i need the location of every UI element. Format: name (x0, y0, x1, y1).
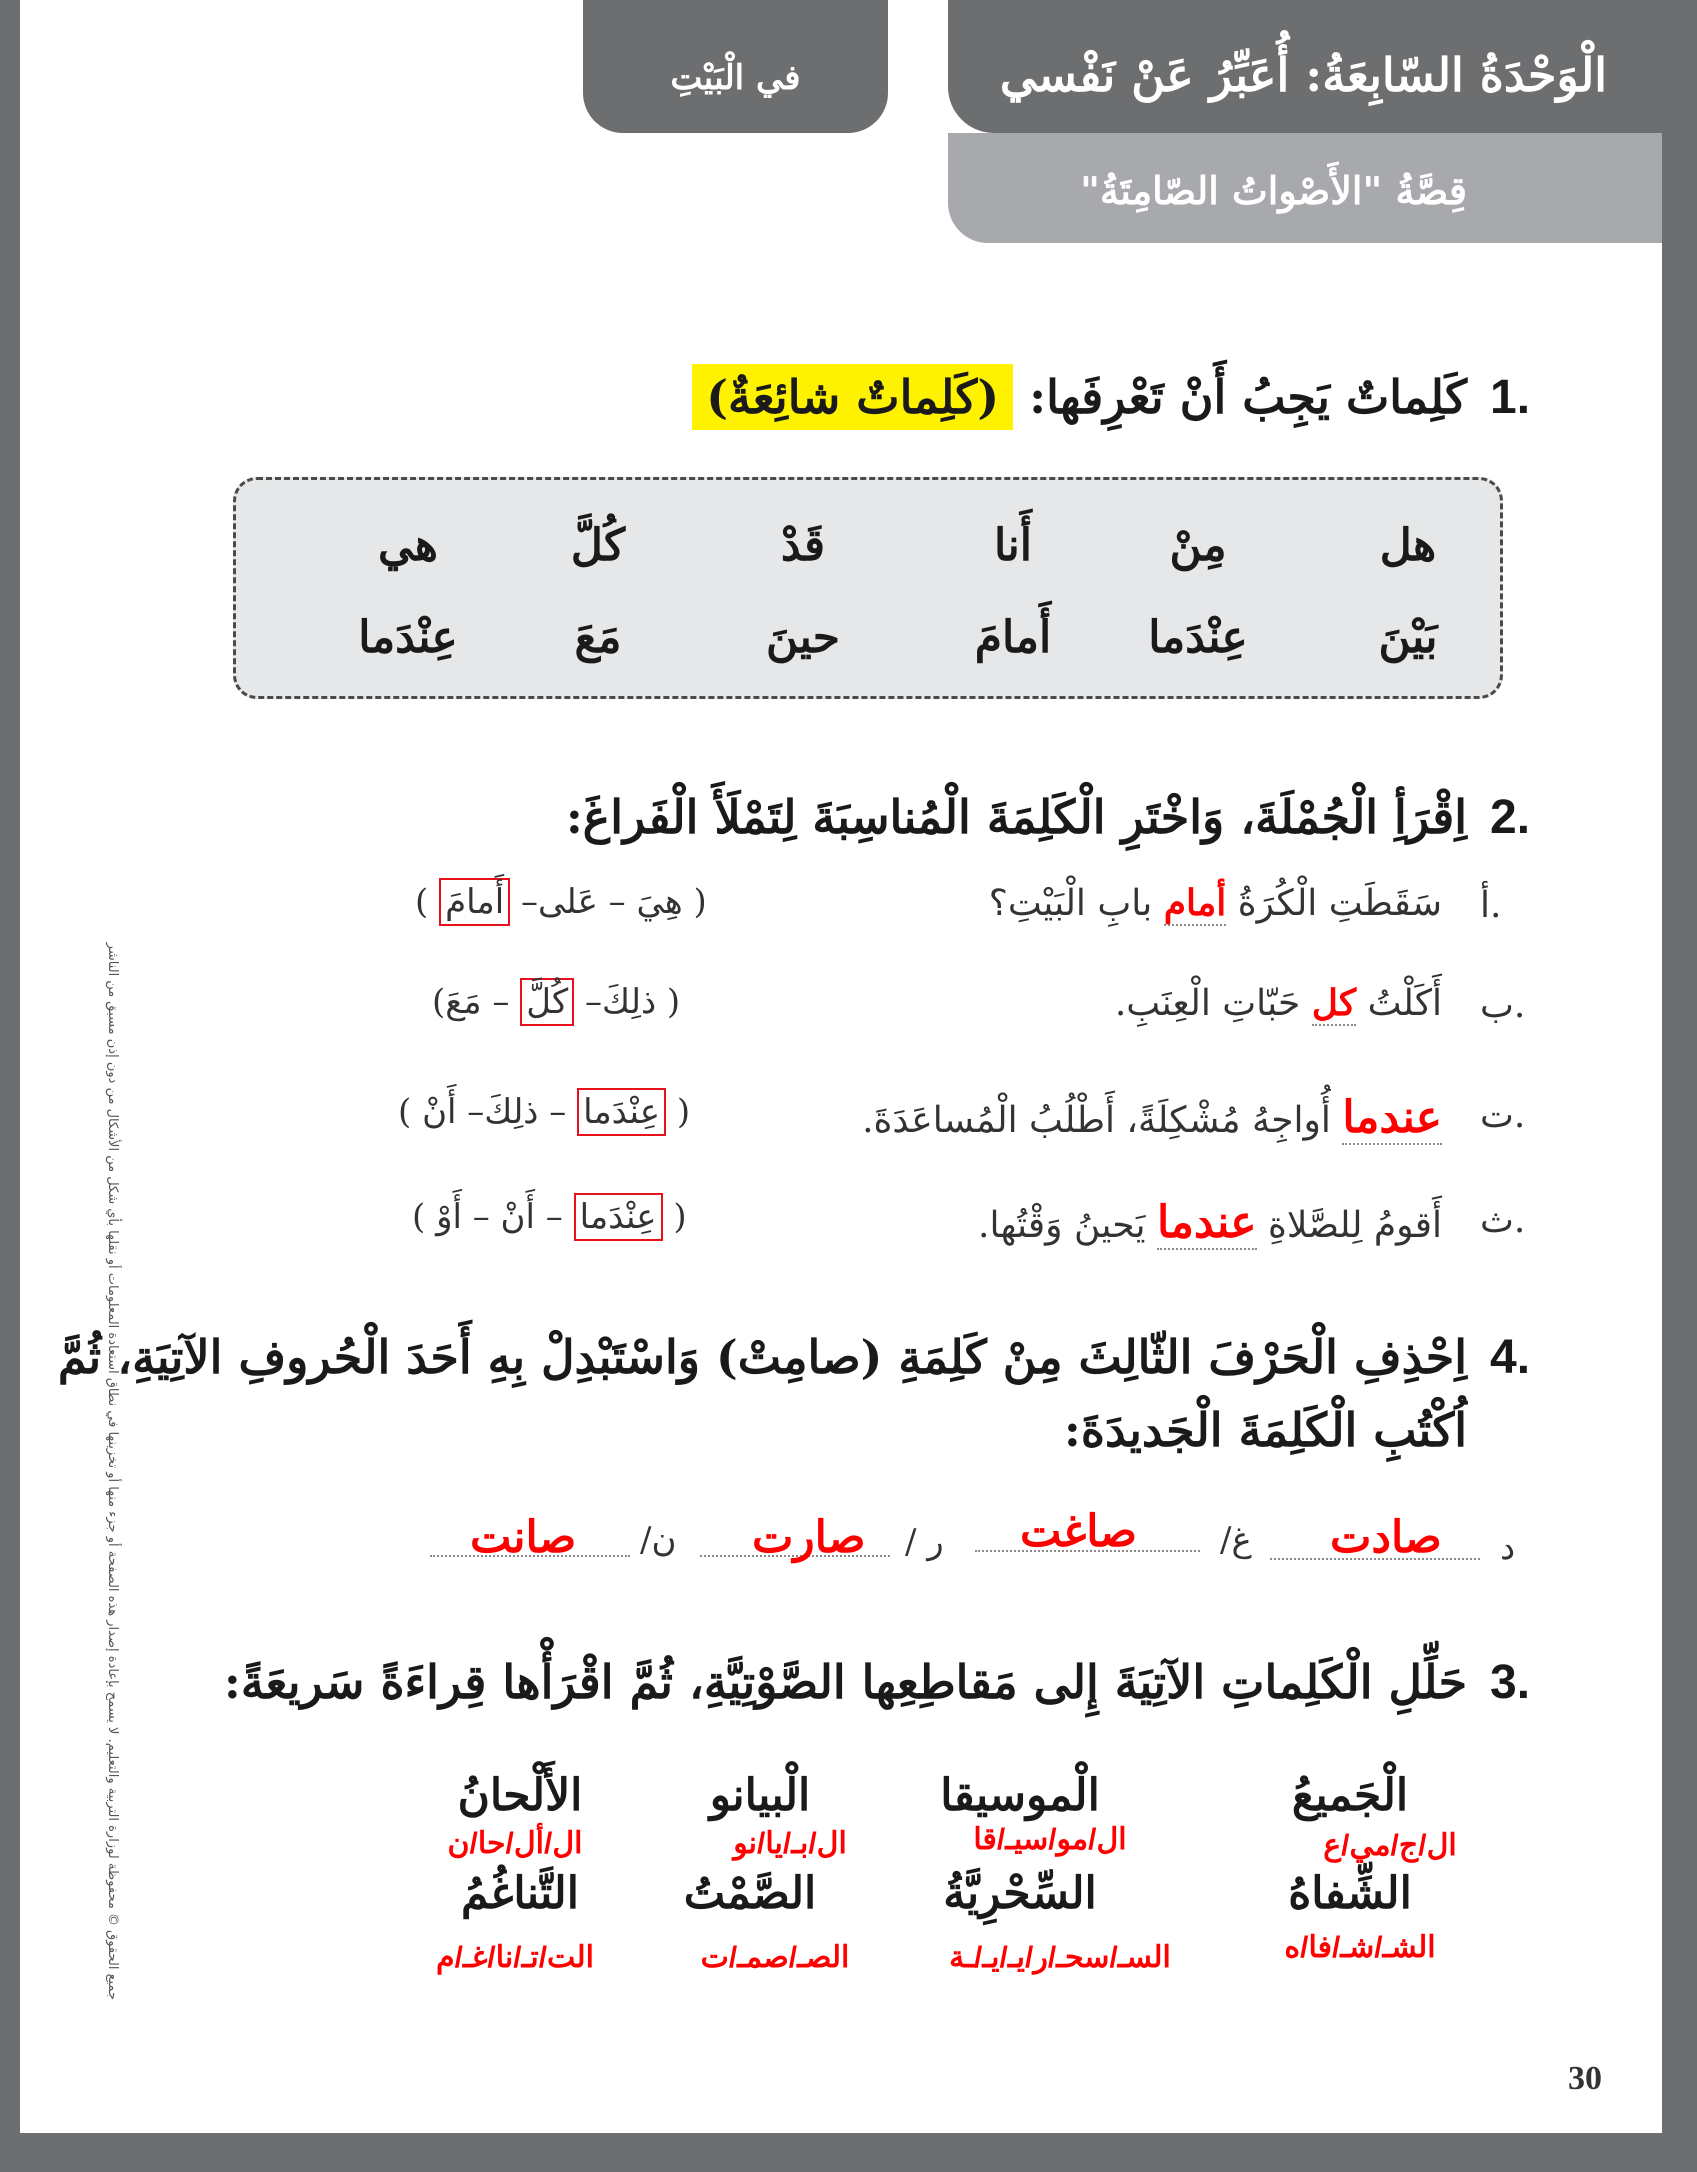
q2a-after: بابِ الْبَيْتِ؟ (988, 883, 1153, 924)
q2a-before: سَقَطَتِ الْكُرَةُ (1237, 883, 1442, 924)
right-border (1662, 0, 1697, 2172)
q2d-opt-close: – أَنْ – أَوْ ) (412, 1197, 563, 1237)
q4-letter-d: د (1500, 1528, 1516, 1568)
q2a-answer: أمام (1163, 882, 1227, 923)
q2d-options (412, 1197, 687, 1237)
q2c-letter: ت. (1480, 1095, 1526, 1136)
q4-line1: اِحْذِفِ الْحَرْفَ الثّالِثَ مِنْ كَلِمَةِ (صامِتْ) وَاسْتَبْدِلْ بِهِ أَحَدَ الْحُروفِ الآتِيَةِ، ثُمَّ (57, 1330, 1467, 1384)
word-kull: كُلَّ (570, 520, 626, 571)
q3-word-5: الشِّفاهُ (1288, 1868, 1412, 1919)
copyright-note: جميع الحقوق © محفوظة لوزارة التربية والتعليم. لا يسمح بإعادة إصدار هذه الصفحة أو جزء منها أو تخزينها في نطاق استعادة المعلومات أو نقلها بأي شكل من الأشكال من دون إذن مسبق من الناشر (105, 942, 120, 2000)
story-title: قِصَّةُ "الأَصْواتُ الصّامِتَةُ" (1080, 168, 1467, 213)
q2b-opt-selected[interactable]: كُلَّ (520, 978, 574, 1026)
q2c-answer: عندما (1342, 1093, 1442, 1142)
q2b-opt-open: ( ذلِكَ– (584, 982, 681, 1022)
q2d-sentence (978, 1197, 1442, 1250)
q3-number: 3. (1490, 1656, 1531, 1709)
q1-text: كَلِماتٌ يَجِبُ أَنْ تَعْرِفَها: (1029, 370, 1467, 424)
q3-syllables-5: الشـ/شـ/فا/ه (1284, 1931, 1436, 1964)
left-border (0, 0, 20, 2172)
unit-title: الْوَحْدَةُ السّابِعَةُ: أُعَبِّرُ عَنْ نَفْسي (999, 48, 1607, 102)
q3-word-6: السِّحْرِيَّةُ (943, 1868, 1097, 1919)
q2a-opt-selected[interactable]: أَمامَ (439, 878, 510, 926)
q2a-blank[interactable] (1164, 882, 1227, 926)
q2b-answer: كل (1311, 982, 1357, 1023)
word-min: مِنْ (1169, 520, 1227, 571)
q4-letter-gh: /غ (1220, 1520, 1252, 1560)
q2b-opt-close: – مَعَ) (432, 982, 510, 1022)
q2d-after: يَحينُ وَقْتُها. (978, 1205, 1146, 1246)
word-hina: حينَ (766, 612, 840, 663)
q4-letter-r: / ر (905, 1522, 944, 1562)
word-indama-2: عِنْدَما (358, 612, 458, 663)
q4-answer-3: صارت (752, 1513, 866, 1562)
word-ana: أَنا (994, 520, 1032, 571)
q3-syllables-8: الت/تـ/نا/غـ/م (436, 1941, 594, 1974)
word-hal: هل (1379, 520, 1437, 571)
q2b-blank[interactable] (1312, 982, 1356, 1026)
page-number: 30 (1568, 2060, 1602, 2097)
q4-line2: اُكْتُبِ الْكَلِمَةَ الْجَديدَةَ: (1063, 1403, 1467, 1457)
q3-syllables-2: ال/مو/سيـ/قا (973, 1823, 1127, 1856)
q3-syllables-6: السـ/سحـ/ر/يـ/يـ/ـة (949, 1941, 1171, 1974)
q4-answer-4: صانت (470, 1513, 577, 1562)
q2b-after: حَبّاتِ الْعِنَبِ. (1114, 983, 1301, 1024)
q3-text: حَلِّلِ الْكَلِماتِ الآتِيَةَ إِلى مَقاطِعِها الصَّوْتِيَّةِ، ثُمَّ اقْرَأْها قِراءَةً سَريعَةً: (223, 1655, 1467, 1709)
q2d-before: أَقومُ لِلصَّلاةِ (1268, 1205, 1442, 1246)
q2a-letter: أ. (1480, 885, 1502, 926)
q2d-opt-open: ( (673, 1197, 687, 1237)
q2c-opt-close: – ذلِكَ– أَنْ ) (398, 1092, 567, 1132)
q2c-opt-open: ( (676, 1092, 691, 1132)
q3-syllables-4: ال/أل/حا/ن (447, 1827, 583, 1860)
q2c-blank[interactable] (1342, 1092, 1442, 1145)
q2d-opt-selected[interactable]: عِنْدَما (574, 1193, 663, 1241)
q4-letter-n: /ن (640, 1520, 677, 1560)
q3-syllables-3: ال/بـ/يا/نو (733, 1827, 847, 1860)
q3-word-3: الْبيانو (709, 1770, 811, 1821)
q1-number: 1. (1490, 371, 1531, 424)
q2a-options (415, 882, 707, 922)
common-words-box (233, 477, 1503, 699)
q4-answer-2: صاغت (1020, 1507, 1137, 1556)
q3-word-8: التَّناغُمُ (461, 1868, 579, 1919)
word-indama: عِنْدَما (1148, 612, 1248, 663)
q2-text: اِقْرَأِ الْجُمْلَةَ، وَاخْتَرِ الْكَلِمَةَ الْمُناسِبَةَ لِتَمْلَأَ الْفَراغَ: (565, 790, 1467, 844)
q3-word-1: الْجَميعُ (1291, 1770, 1409, 1821)
q3-syllables-1: ال/ج/مي/ع (1323, 1829, 1457, 1862)
q1-heading (692, 370, 1467, 424)
word-qad: قَدْ (780, 520, 826, 571)
q2b-letter: ب. (1480, 985, 1526, 1026)
q2b-before: أَكَلْتُ (1367, 983, 1442, 1024)
q3-word-7: الصَّمْتُ (683, 1868, 817, 1919)
q2c-options (398, 1092, 690, 1132)
q2d-letter: ث. (1480, 1200, 1526, 1241)
q3-word-4: الأَلْحانُ (457, 1770, 583, 1821)
q4-answer-1: صادت (1330, 1513, 1442, 1562)
q2c-after: أُواجِهُ مُشْكِلَةً، أَطْلُبُ الْمُساعَدَةَ. (862, 1100, 1331, 1141)
q2b-options (432, 982, 680, 1022)
word-amama: أَمامَ (974, 612, 1052, 663)
q1-highlight: (كَلِماتٌ شائِعَةٌ) (692, 364, 1013, 430)
q2-number: 2. (1490, 791, 1531, 844)
q2d-blank[interactable] (1157, 1197, 1257, 1250)
word-hiya: هي (378, 520, 438, 571)
section-title: في الْبَيْتِ (670, 58, 801, 98)
bottom-border (0, 2133, 1697, 2172)
q3-syllables-7: الصـ/صمـ/ت (700, 1941, 850, 1974)
q2b-sentence (1115, 982, 1442, 1026)
q2a-opt-close: ) (415, 882, 429, 922)
q4-number: 4. (1490, 1331, 1531, 1384)
q2d-answer: عندما (1156, 1198, 1257, 1247)
q2c-opt-selected[interactable]: عِنْدَما (577, 1088, 666, 1136)
q2a-sentence (989, 882, 1442, 926)
word-bayna: بَيْنَ (1378, 612, 1438, 663)
q2c-sentence (862, 1092, 1442, 1145)
q2a-opt-open: ( هِيَ – عَلى– (520, 882, 707, 922)
q3-word-2: الْموسيقا (940, 1770, 1100, 1821)
word-maa: مَعَ (574, 612, 622, 663)
